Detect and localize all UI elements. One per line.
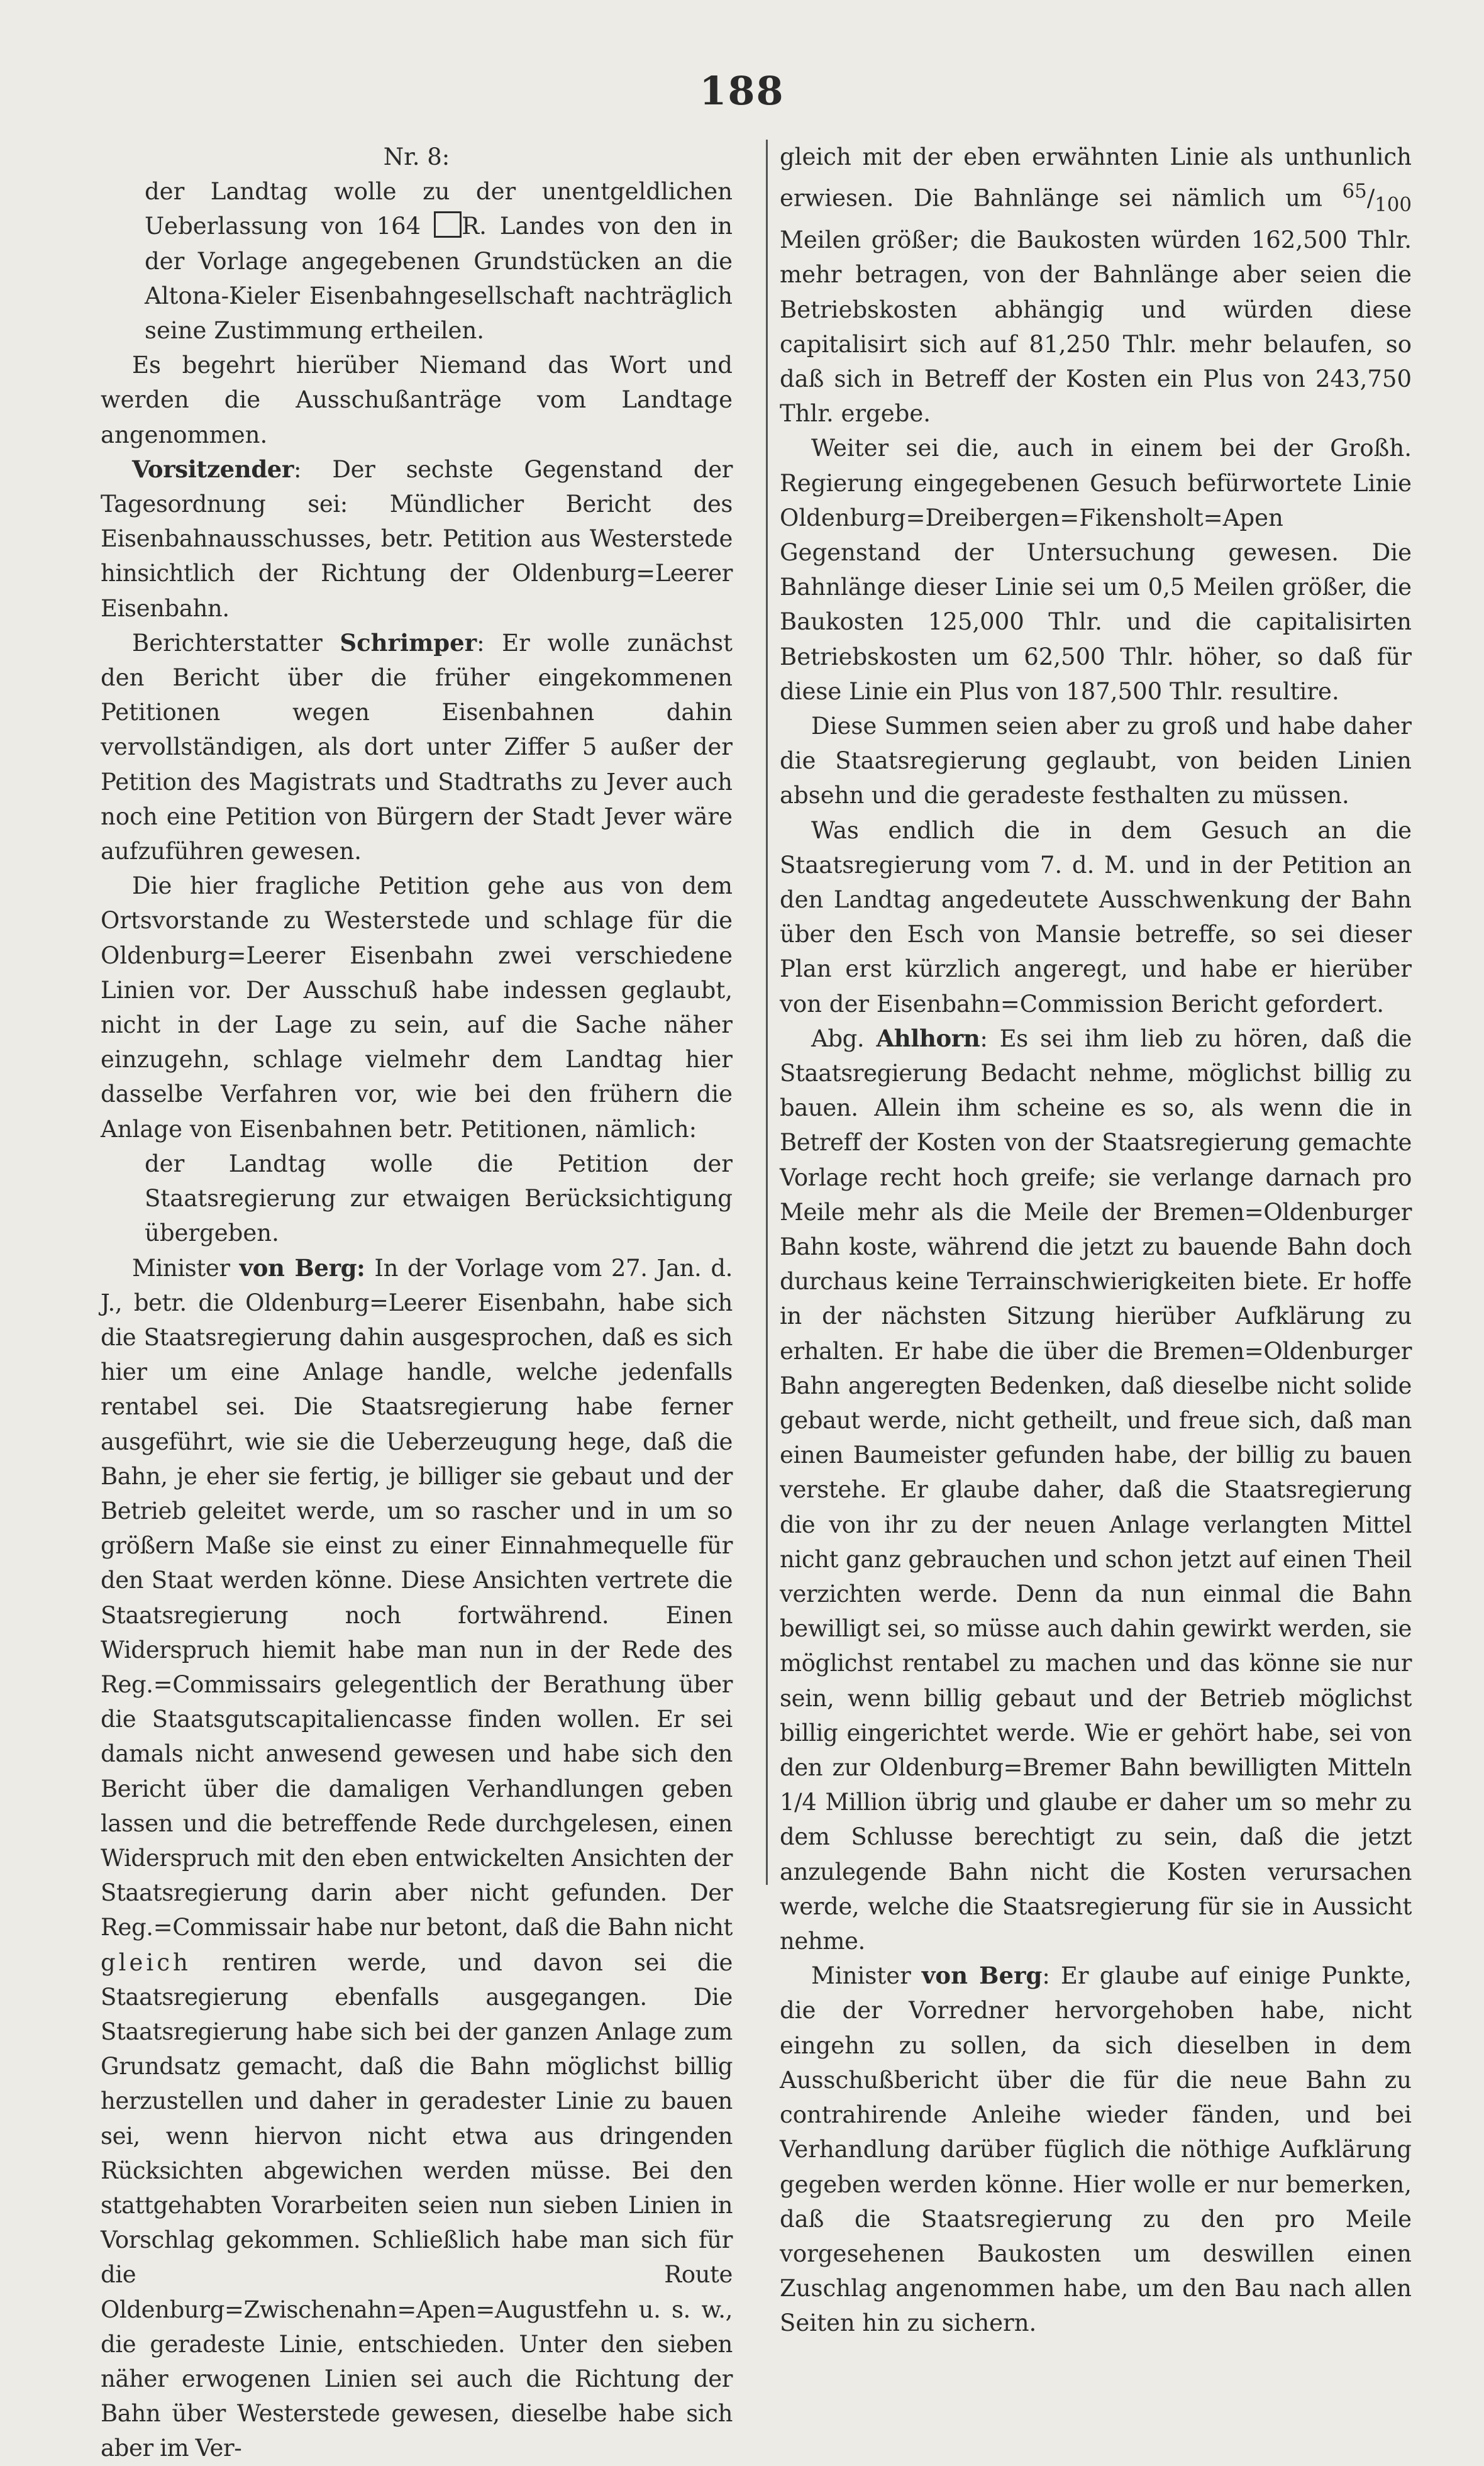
- fraction-numerator: 65: [1342, 180, 1367, 203]
- speaker-name: von Berg: [921, 1962, 1043, 1990]
- speech-text: rentiren werde, und davon sei die Staatsregierung ebenfalls ausgegangen. Die Staatsregierung habe sich bei der ganzen Anlage zum Grundsatz gemacht, daß die Bahn möglichst billig herzustellen und daher in geradester Linie zu bauen sei, wenn hiervon nicht etwa aus dringenden Rücksichten abgewichen werden müsse. Bei den stattgehabten Vorarbeiten seien nun sieben Linien in Vorschlag gekommen. Schließlich habe man sich für die Route Oldenburg=Zwischenahn=Apen=Augustfehn u. s. w., die geradeste Linie, entschieden. Unter den sieben näher erwogenen Linien sei auch die Richtung der Bahn über Westerstede gewesen, dieselbe habe sich aber im Ver-: [101, 1948, 733, 2462]
- speech-text: Meilen größer; die Baukosten würden 162,500 Thlr. mehr betragen, von der Bahnlänge aber seien die Betriebskosten abhängig und würden diese capitalisirt sich auf 81,250 Thlr. mehr belaufen, so daß sich in Betreff der Kosten ein Plus von 243,750 Thlr. ergebe.: [780, 226, 1412, 428]
- right-column: [780, 140, 1412, 2341]
- left-column: [101, 140, 733, 2466]
- speaker-role: Berichterstatter: [132, 629, 340, 657]
- page-number: 188: [699, 68, 785, 114]
- paragraph: Die hier fragliche Petition gehe aus von dem Ortsvorstande zu Westerstede und schlage für die Oldenburg=Leerer Eisenbahn zwei verschiedene Linien vor. Der Ausschuß habe indessen geglaubt, nicht in der Lage zu sein, auf die Sache näher einzugehn, schlage vielmehr dem Landtag hier dasselbe Verfahren vor, wie bei den frühern die Anlage von Eisenbahnen betr. Petitionen, nämlich:: [101, 872, 733, 1143]
- speech-text: : Er wolle zunächst den Bericht über die früher eingekommenen Petitionen wegen Eisenbahnen dahin vervollständigen, als dort unter Ziffer 5 außer der Petition des Magistrats und Stadtraths zu Jever auch noch eine Petition von Bürgern der Stadt Jever wäre aufzuführen gewesen.: [101, 629, 733, 865]
- motion-text-part: der Landtag wolle zu der unentgeldlichen Ueberlassung von 164: [145, 178, 733, 240]
- paragraph: [780, 1958, 1412, 2340]
- motion-text: [145, 174, 733, 348]
- fraction-denominator: 100: [1375, 193, 1412, 216]
- speaker-name: Vorsitzender: [132, 455, 294, 483]
- speaker-name: Ahlhorn: [876, 1024, 980, 1052]
- speaker-name: Schrimper: [340, 628, 477, 657]
- speech-text: Million übrig und glaube er daher um so mehr zu dem Schlusse berechtigt zu sein, daß die jetzt anzulegende Bahn nicht die Kosten verursachen werde, welche die Staatsregierung für sie in Aussicht nehme.: [780, 1789, 1412, 1955]
- speaker-role: Minister: [132, 1254, 240, 1282]
- speech-text: : Es sei ihm lieb zu hören, daß die Staatsregierung Bedacht nehme, möglichst billig zu bauen. Allein ihm scheine es so, als wenn die in Betreff der Kosten von der Staatsregierung gemachte Vorlage recht hoch greife; sie verlange darnach pro Meile mehr als die Meile der Bremen=Oldenburger Bahn koste, während die jetzt zu bauende Bahn doch durchaus keine Terrainschwierigkeiten biete. Er hoffe in der nächsten Sitzung hierüber Aufklärung zu erhalten. Er habe die über die Bremen=Oldenburger Bahn angeregten Bedenken, daß dieselbe nicht solide gebaut werde, nicht getheilt, und freue sich, daß man einen Baumeister gefunden habe, der billig zu bauen verstehe. Er glaube daher, daß die Staatsregierung die von ihr zu der neuen Anlage verlangten Mittel nicht ganz gebrauchen und schon jetzt auf einen Theil verzichten werde. Denn da nun einmal die Bahn bewilligt sei, so müsse auch dahin gewirkt werden, sie möglichst rentabel zu machen und das könne sie nur sein, wenn billig gebaut und der Betrieb möglichst billig eingerichtet werde. Wie er gehört habe, sei von den zur Oldenburg=Bremer Bahn bewilligten Mitteln: [780, 1025, 1412, 1782]
- paragraph: [101, 1251, 733, 2466]
- speech-text: : Er glaube auf einige Punkte, die der Vorredner hervorgehoben habe, nicht eingehn zu sollen, da sich dieselben in dem Ausschußbericht über die für die neue Bahn zu contrahirende Anleihe wieder fänden, und bei Verhandlung darüber füglich die nöthige Aufklärung gegeben werden könne. Hier wolle er nur bemerken, daß die Staatsregierung zu den pro Meile vorgesehenen Baukosten um deswillen einen Zuschlag angenommen habe, um den Bau nach allen Seiten hin zu sichern.: [780, 1962, 1412, 2337]
- speaker-name: von Berg:: [239, 1253, 365, 1282]
- speech-text: In der Vorlage vom 27. Jan. d. J., betr. die Oldenburg=Leerer Eisenbahn, habe sich die Staatsregierung dahin ausgesprochen, daß es sich hier um eine Anlage handle, welche jedenfalls rentabel sei. Die Staatsregierung habe ferner ausgeführt, wie sie die Ueberzeugung hege, daß die Bahn, je eher sie fertig, je billiger sie gebaut und der Betrieb geleitet werde, um so rascher und in um so größern Maße sie einst zu einer Einnahmequelle für den Staat werden könne. Diese Ansichten vertrete die Staatsregierung noch fortwährend. Einen Widerspruch hiemit habe man nun in der Rede des Reg.=Commissairs gelegentlich der Berathung über die Staatsgutscapitaliencasse finden wollen. Er sei damals nicht anwesend gewesen und habe sich den Bericht über die damaligen Verhandlungen geben lassen und die betreffende Rede durchgelesen, einen Widerspruch mit den eben entwickelten Ansichten der Staatsregierung darin aber nicht gefunden. Der Reg.=Commissair habe nur betont, daß die Bahn nicht: [101, 1254, 733, 1941]
- motion-text-part: R. Landes von den in der Vorlage angegebenen Grundstücken an die Altona-Kieler Eisenbahngesellschaft nachträglich seine Zustimmung ertheilen.: [145, 213, 733, 345]
- emphasized-word: gleich: [101, 1948, 191, 1976]
- speech-text: : Der sechste Gegenstand der Tagesordnung sei: Mündlicher Bericht des Eisenbahnausschusses, betr. Petition aus Westerstede hinsichtlich der Richtung der Oldenburg=Leerer Eisenbahn.: [101, 455, 733, 622]
- paragraph: Weiter sei die, auch in einem bei der Großh. Regierung eingegebenen Gesuch befürwortete Linie Oldenburg=Dreibergen=Fikensholt=Apen Gegenstand der Untersuchung gewesen. Die Bahnlänge dieser Linie sei um 0,5 Meilen größer, die Baukosten 125,000 Thlr. und die capitalisirten Betriebskosten um 62,500 Thlr. höher, so daß für diese Linie ein Plus von 187,500 Thlr. resultire.: [780, 435, 1412, 705]
- column-divider: [766, 140, 768, 1885]
- speaker-role: Abg.: [811, 1025, 877, 1052]
- paragraph: Was endlich die in dem Gesuch an die Staatsregierung vom 7. d. M. und in der Petition an den Landtag angedeutete Ausschwenkung der Bahn über den Esch von Mansie betreffe, so sei dieser Plan erst kürzlich angeregt, und habe er hierüber von der Eisenbahn=Commission Bericht gefordert.: [780, 816, 1412, 1018]
- paragraph: [101, 626, 733, 869]
- square-rod-symbol-icon: [434, 211, 462, 238]
- fraction: 1/4: [780, 1789, 817, 1816]
- paragraph: Es begehrt hierüber Niemand das Wort und werden die Ausschußanträge vom Landtage angenommen.: [101, 352, 733, 448]
- paragraph: gleich mit der eben erwähnten Linie als unthunlich erwiesen. Die Bahnlänge sei nämlich um $^{65}/_{100}$ Meilen größer; die Baukosten würden 162,500 Thlr. mehr betragen, von der Bahnlänge aber seien die Betriebskosten abhängig und würden diese capitalisirt sich auf 81,250 Thlr. mehr belaufen, so daß sich in Betreff der Kosten ein Plus von 243,750 Thlr. ergebe.: [780, 143, 1412, 428]
- speaker-role: Minister: [811, 1962, 922, 1990]
- paragraph: [780, 1021, 1412, 1958]
- paragraph: Diese Summen seien aber zu groß und habe daher die Staatsregierung geglaubt, von beiden Linien absehn und die geradeste festhalten zu müssen.: [780, 712, 1412, 809]
- motion-text: der Landtag wolle die Petition der Staatsregierung zur etwaigen Berücksichtigung übergeben.: [145, 1150, 733, 1247]
- speech-text: gleich mit der eben erwähnten Linie als unthunlich erwiesen. Die Bahnlänge sei nämlich um: [780, 143, 1412, 212]
- paragraph: [101, 452, 733, 626]
- motion-heading: Nr. 8:: [383, 143, 450, 170]
